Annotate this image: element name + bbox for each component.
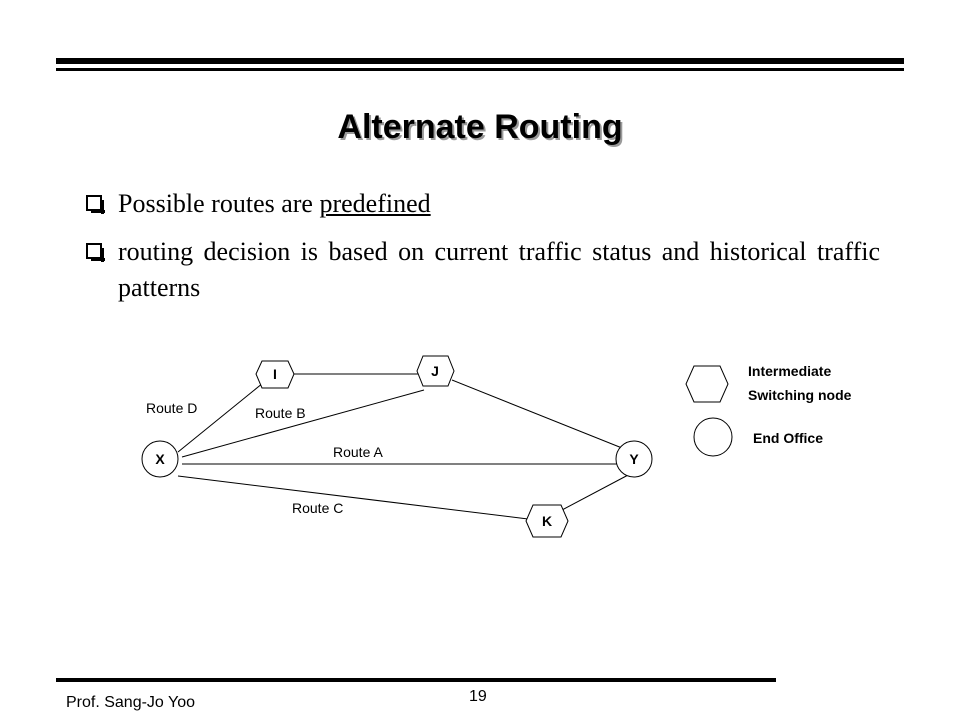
node-y-label: Y [629,451,639,467]
node-k-label: K [541,513,553,529]
link-k-y [562,474,630,510]
link-x-i [178,383,263,452]
slide-title: Alternate Routing [337,108,623,146]
bottom-rule [56,678,776,682]
bullet-1-text: Possible routes are [118,189,320,218]
route-c-label: Route C [292,500,344,516]
legend-hexagon-label-1: Intermediate [748,363,832,379]
legend-hexagon-label-2: Switching node [748,387,852,403]
legend-circle-label: End Office [753,430,824,446]
route-a-label: Route A [333,444,383,460]
link-x-j [182,390,424,457]
node-i-label: I [273,366,277,382]
legend-circle-icon [694,418,732,456]
link-j-y [452,380,622,448]
legend-hexagon-icon [686,366,728,402]
node-j-label: J [431,363,439,379]
bullet-1-emphasis: predefined [319,189,431,218]
route-d-label: Route D [146,400,198,416]
bullet-2-text: routing decision is based on current traffic status and historical traffic patterns [118,237,880,302]
route-b-label: Route B [255,405,306,421]
page-number: 19 [469,688,487,705]
node-x-label: X [155,451,165,467]
author-credit: Prof. Sang-Jo Yoo [66,694,195,711]
link-x-k [178,476,528,519]
